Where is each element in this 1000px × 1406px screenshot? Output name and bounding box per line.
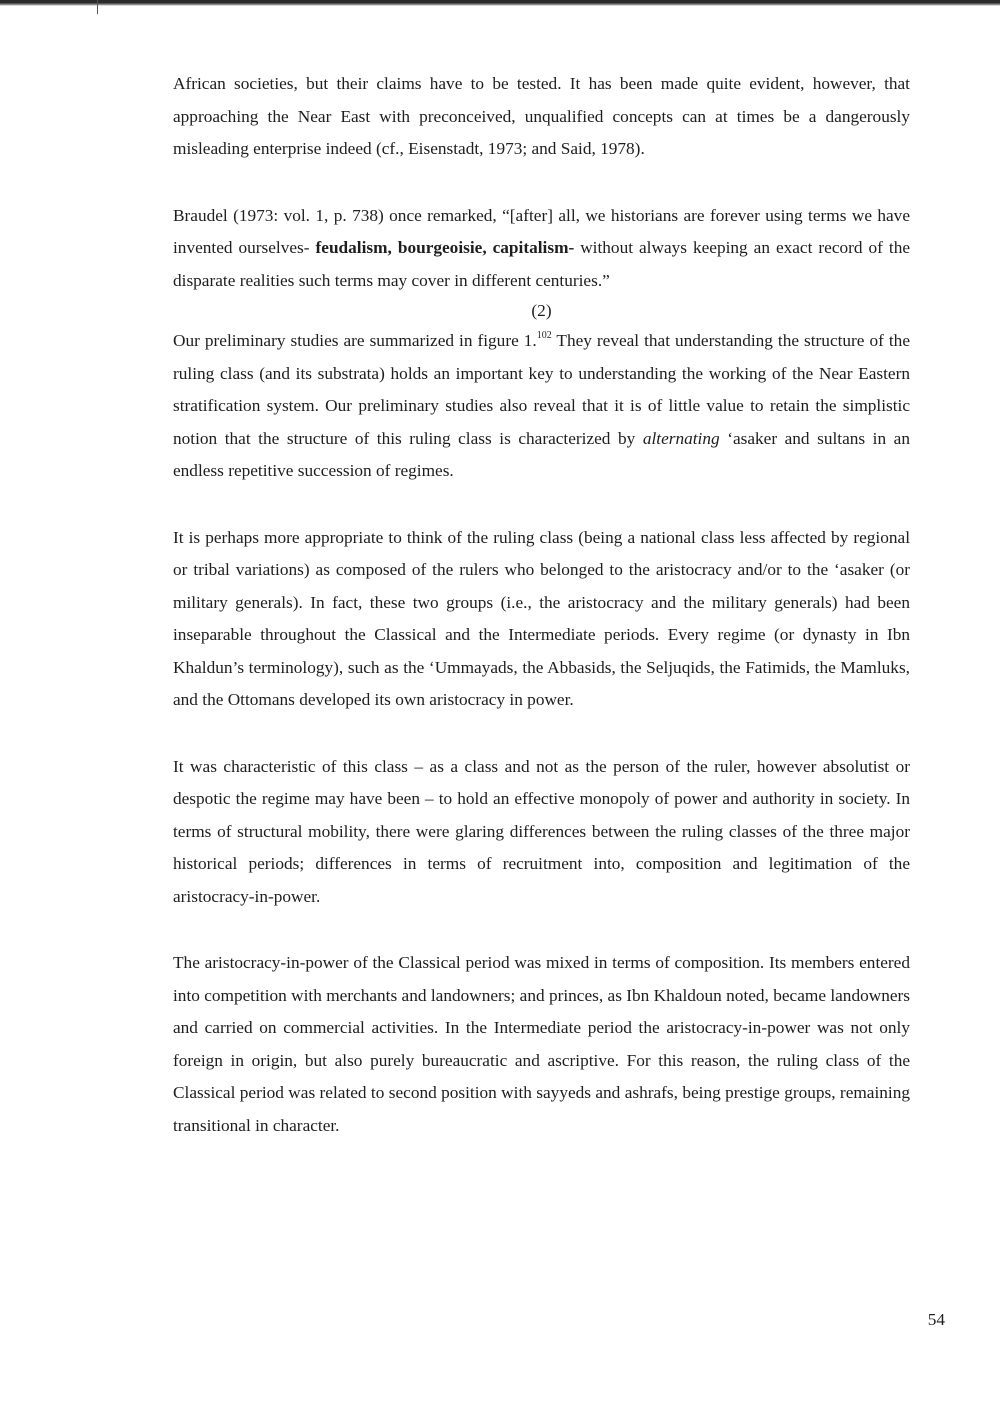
paragraph-4: It is perhaps more appropriate to think of the ruling class (being a national class less affected by regional or tribal variations) as composed of the rulers who belonged to the aristocracy and/or to the ‘asaker (or military generals). In fact, these two groups (i.e., the aristocracy and the military generals) had been inseparable throughout the Classical and the Intermediate periods. Every regime (or dynasty in Ibn Khaldun’s terminology), such as the ‘Ummayads, the Abbasids, the Seljuqids, the Fatimids, the Mamluks, and the Ottomans developed its own aristocracy in power.: [173, 527, 910, 709]
paragraph-1: African societies, but their claims have to be tested. It has been made quite evident, however, that approaching the Near East with preconceived, unqualified concepts can at times be a dangerously misleading enterprise indeed (cf., Eisenstadt, 1973; and Said, 1978).: [173, 74, 910, 158]
equation-marker: (2): [531, 301, 552, 320]
paragraph-5: It was characteristic of this class – as a class and not as the person of the ruler, however absolutist or despotic the regime may have been – to hold an effective monopoly of power and authority in society. In terms of structural mobility, there were glaring differences between the ruling classes of the three major historical periods; differences in terms of recruitment into, composition and legitimation of the aristocracy-in-power.: [173, 756, 910, 906]
paragraph-3-text-b: They reveal that understanding the structure of the ruling class (and its substrata) holds an important key to understanding the working of the Near Eastern stratification system. Our preliminary studies also reveal that it is of little value to retain the simplistic notion that the structure of this ruling class is characterized by: [173, 331, 910, 448]
scan-top-edge: [0, 0, 1000, 6]
scan-mark: [97, 0, 98, 14]
page-number: 54: [927, 1310, 945, 1329]
paragraph-3-italic-term: alternating: [642, 428, 720, 448]
paragraph-3-text-c: ‘asaker and sultans in an endless repetitive succession of regimes.: [173, 428, 910, 480]
document-body: [173, 68, 910, 1142]
paragraph-3: [173, 325, 910, 488]
paragraph-2: [173, 200, 910, 298]
paragraph-2-text-a: Braudel (1973: vol. 1, p. 738) once remarked, “[after] all, we historians are forever using terms we have invented ourselves-: [173, 205, 910, 257]
footnote-reference: 102: [536, 330, 552, 341]
paragraph-6: The aristocracy-in-power of the Classical period was mixed in terms of composition. Its members entered into competition with merchants and landowners; and princes, as Ibn Khaldoun noted, became landowners and carried on commercial activities. In the Intermediate period the aristocracy-in-power was not only foreign in origin, but also purely bureaucratic and ascriptive. For this reason, the ruling class of the Classical period was related to second position with sayyeds and ashrafs, being prestige groups, remaining transitional in character.: [173, 953, 910, 1135]
paragraph-2-bold-terms: feudalism, bourgeoisie, capitalism-: [315, 238, 575, 257]
paragraph-2-text-b: without always keeping an exact record of the disparate realities such terms may cover in different centuries.”: [173, 238, 911, 290]
paragraph-3-text-a: Our preliminary studies are summarized in figure 1.: [173, 331, 537, 350]
